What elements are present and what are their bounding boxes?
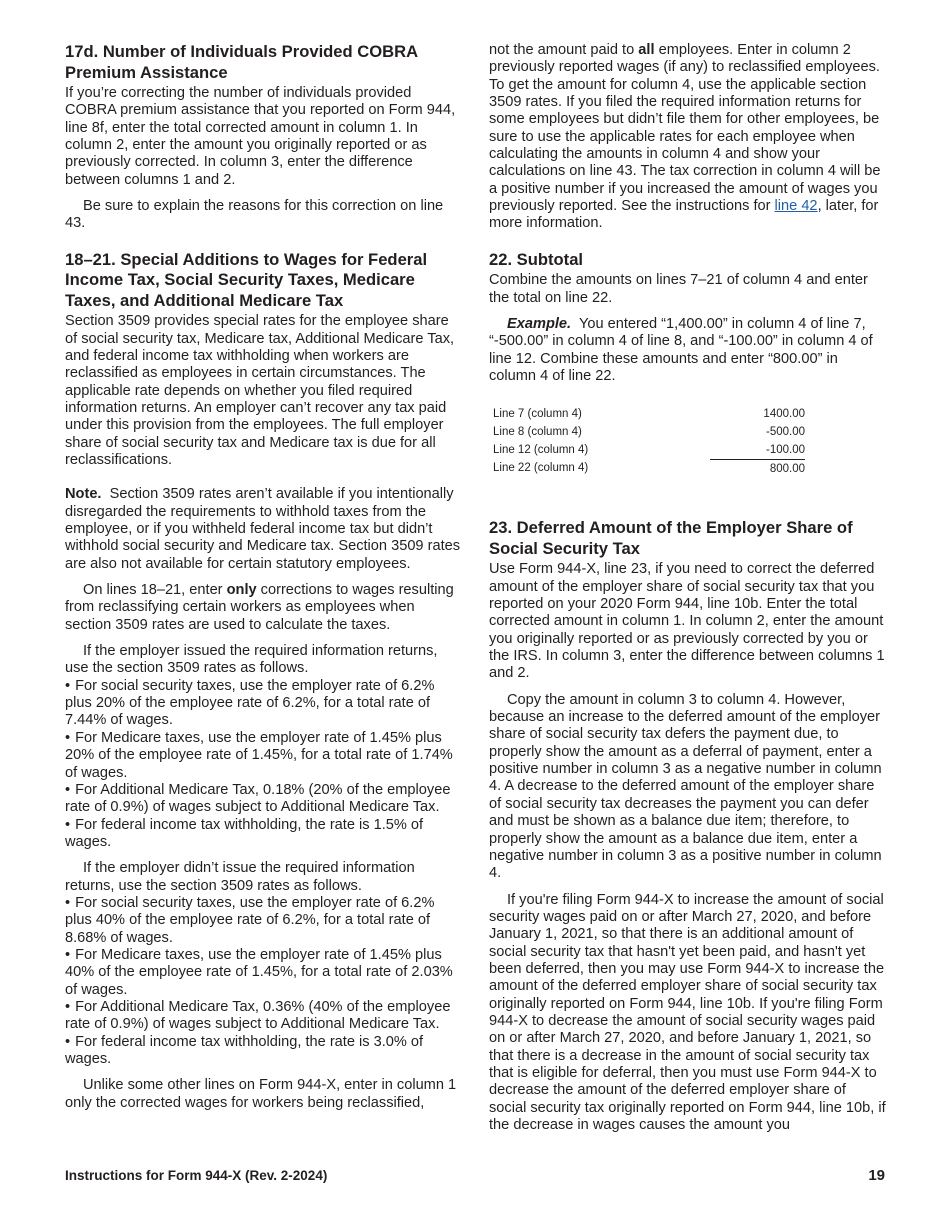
example-text: You entered “1,400.00” in column 4 of line 7, “-500.00” in column 4 of line 8, and “-100.00” in column 4 of line 12. Combine these amounts and enter “800.00” in column 4 of line 22.	[489, 315, 873, 384]
paragraph	[65, 582, 462, 634]
row-value: -500.00	[765, 425, 805, 438]
text: employees. Enter in column 2 previously reported wages (if any) to reclassified employees. To get the amount for column 4, use the applicable section 3509 rates. If you filed the required information returns for some employees but didn’t file them for other employees, be sure to use the applicable rates for each employee when calculating the amounts in column 4 and show your calculations on line 43. The tax correction in column 4 will be a positive number if you increased the amount of wages you previously reported. See the instructions for	[489, 42, 881, 215]
row-label: Line 22 (column 4)	[493, 462, 589, 475]
paragraph: Section 3509 provides special rates for the employee share of social security tax, Medicare tax, Additional Medicare Tax, and federal income tax withholding when workers are reclassified as employees in certain circumstances. The applicable rate depends on whether you filed required information returns. An employer can’t recover any tax paid under this provision from the employees. The full employer share of social security tax and Medicare tax is due for all reclassifications.	[65, 313, 455, 468]
paragraph: If you're filing Form 944-X to increase the amount of social security wages paid on or after March 27, 2020, and before January 1, 2021, so that there is an additional amount of social security tax that hasn't yet been paid, and hasn't yet been deferred, then you may use Form 944-X to increase the amount of the deferred employer share of social security tax originally reported on Form 944, line 10b. If you're filing Form 944-X to decrease the amount of social security wages paid on or after March 27, 2020, and before January 1, 2021, so that there is a decrease in the amount of social security tax that is eligible for deferral, then you must use Form 944-X to decrease the amount of the deferred employer share of social security tax originally reported on Form 944, line 10b, if the decrease in wages causes the amount you	[489, 891, 886, 1133]
text: , later, for more information.	[489, 198, 879, 232]
row-label: Line 12 (column 4)	[493, 443, 589, 456]
row-value: -100.00	[765, 443, 805, 456]
table-row	[493, 441, 805, 460]
list-item: • For Additional Medicare Tax, 0.36% (40% of the employee rate of 0.9%) of wages subject to Additional Medicare Tax.	[65, 999, 462, 1034]
list-item: • For social security taxes, use the employer rate of 6.2% plus 40% of the employee rate of 6.2%, for a total rate of 8.68% of wages.	[65, 895, 462, 947]
paragraph: Combine the amounts on lines 7–21 of column 4 and enter the total on line 22.	[489, 272, 868, 306]
heading-18-21: 18–21. Special Additions to Wages for Federal Income Tax, Social Security Taxes, Medicare Taxes, and Additional Medicare Tax	[65, 249, 428, 310]
footer-title: Instructions for Form 944-X (Rev. 2-2024)	[65, 1168, 328, 1183]
paragraph: If you’re correcting the number of individuals provided COBRA premium assistance that you reported on Form 944, line 8f, enter the total corrected amount in column 1. In column 2, enter the amount you originally reported or as previously corrected. In column 3, enter the difference between columns 1 and 2.	[65, 85, 456, 188]
row-label: Line 8 (column 4)	[493, 425, 582, 438]
note-label: Note.	[65, 486, 102, 503]
table-row-total	[493, 460, 805, 479]
heading-23: 23. Deferred Amount of the Employer Share of Social Security Tax	[489, 518, 853, 558]
bullet-list-not-issued	[65, 895, 462, 1068]
note-text: Section 3509 rates aren’t available if you intentionally disregarded the requirements to withhold taxes from the employee, or if you withheld federal income tax but didn’t withhold social security and Medicare tax. Section 3509 rates are also not available for certain statutory employees.	[65, 486, 461, 572]
right-column	[489, 42, 886, 1134]
paragraph: Use Form 944-X, line 23, if you need to correct the deferred amount of the employer share of social security tax that you reported on your 2020 Form 944, line 10b. Enter the total corrected amount in column 1. In column 2, enter the amount you originally reported or as previously corrected by you or the IRS. In column 3, enter the difference between columns 1 and 2.	[489, 561, 885, 682]
heading-17d: 17d. Number of Individuals Provided COBRA Premium Assistance	[65, 42, 418, 82]
page-number: 19	[868, 1167, 885, 1184]
row-value: 800.00	[710, 460, 805, 479]
list-item: • For federal income tax withholding, the rate is 3.0% of wages.	[65, 1034, 462, 1069]
left-column	[65, 42, 462, 1112]
bullet-list-issued	[65, 678, 462, 851]
heading-22: 22. Subtotal	[489, 249, 584, 269]
row-value: 1400.00	[763, 407, 805, 420]
paragraph: Copy the amount in column 3 to column 4. However, because an increase to the deferred amount of the employer share of social security tax defers the payment due, to properly show the amount as a deferral of payment, enter a positive number in column 3 as a negative number in column 4. A decrease to the deferred amount of the employer share of social security tax decreases the payment you can defer and must be shown as a balance due item; therefore, to properly show the amount as a balance due item, enter a negative number in column 3 as a positive number in column 4.	[489, 691, 882, 882]
list-item: • For Additional Medicare Tax, 0.18% (20% of the employee rate of 0.9%) of wages subject to Additional Medicare Tax.	[65, 782, 462, 817]
text: not the amount paid to	[489, 42, 635, 58]
table-row	[493, 423, 805, 441]
paragraph: If the employer issued the required information returns, use the section 3509 rates as follows.	[65, 643, 438, 677]
line-42-link[interactable]: line 42	[774, 198, 818, 215]
table-row	[493, 405, 805, 423]
emphasis: all	[638, 42, 655, 58]
example-paragraph	[489, 316, 886, 385]
example-label: Example.	[507, 315, 572, 332]
calculation-table	[493, 405, 805, 478]
paragraph	[489, 42, 886, 233]
text: On lines 18–21, enter	[83, 582, 223, 599]
paragraph: Be sure to explain the reasons for this correction on line 43.	[65, 198, 444, 232]
emphasis: only	[226, 582, 257, 599]
list-item: • For social security taxes, use the employer rate of 6.2% plus 20% of the employee rate of 6.2%, for a total rate of 7.44% of wages.	[65, 678, 462, 730]
text: corrections to wages resulting from reclassifying certain workers as employees when section 3509 rates are used to calculate the taxes.	[65, 582, 454, 633]
list-item: • For Medicare taxes, use the employer rate of 1.45% plus 40% of the employee rate of 1.45%, for a total rate of 2.03% of wages.	[65, 947, 462, 999]
paragraph: If the employer didn’t issue the required information returns, use the section 3509 rates as follows.	[65, 860, 415, 894]
row-label: Line 7 (column 4)	[493, 407, 582, 420]
note-paragraph	[65, 486, 462, 573]
paragraph: Unlike some other lines on Form 944-X, enter in column 1 only the corrected wages for workers being reclassified,	[65, 1077, 457, 1111]
list-item: • For Medicare taxes, use the employer rate of 1.45% plus 20% of the employee rate of 1.45%, for a total rate of 1.74% of wages.	[65, 730, 462, 782]
list-item: • For federal income tax withholding, the rate is 1.5% of wages.	[65, 817, 462, 852]
